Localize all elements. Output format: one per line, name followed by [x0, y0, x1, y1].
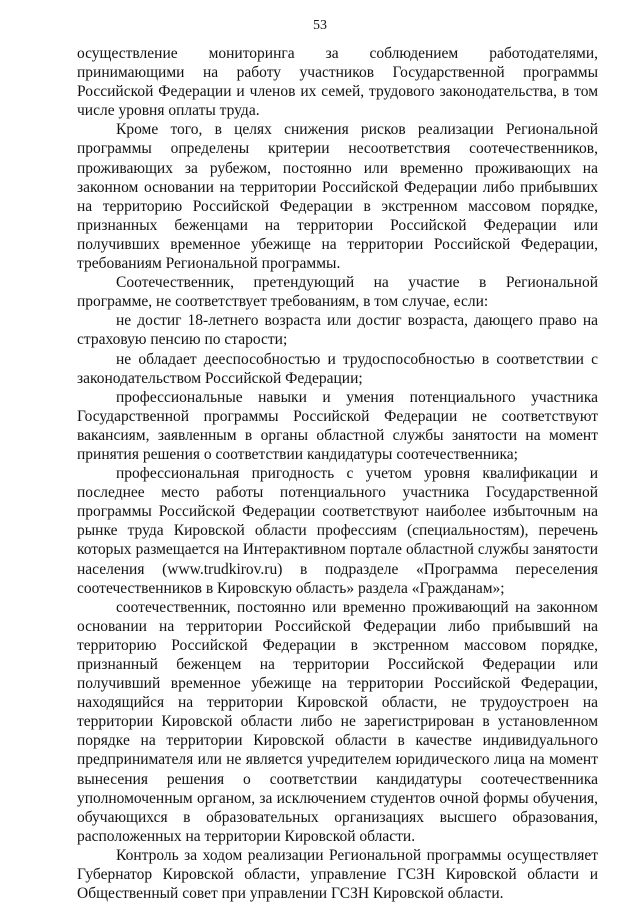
page-number: 53 — [313, 18, 327, 33]
paragraph-criterion-age: не достиг 18-летнего возраста или достиг возраста, дающего право на страховую пенсию по старости; — [77, 312, 598, 349]
paragraph-criterion-skills: профессиональные навыки и умения потенциального участника Государственной программы Российской Федерации не соответствуют вакансиям, заявленным в органы областной службы занятости на момент принятия решения о соответствии кандидатуры соотечественника; — [77, 388, 598, 463]
paragraph-criterion-residence: соотечественник, постоянно или временно проживающий на законном основании на территории Российской Федерации либо прибывший на территорию Российской Федерации в экстренном массовом порядке, признанный беженцем на территории Российской Федерации или получивший временное убежище на территории Российской Федерации, находящийся на территории Кировской области, не трудоустроен на территории Кировской области либо не зарегистрирован в установленном порядке на территории Кировской области в качестве индивидуального предпринимателя или не является учредителем юридического лица на момент вынесения решения о соответствии кандидатуры соотечественника уполномоченным органом, за исключением студентов очной формы обучения, обучающихся в образовательных организациях высшего образования, расположенных на территории Кировской области. — [77, 598, 598, 845]
paragraph-control: Контроль за ходом реализации Региональной программы осуществляет Губернатор Кировской области, управление ГСЗН Кировской области и Общественный совет при управлении ГСЗН Кировской области. — [77, 846, 598, 903]
document-body — [77, 44, 598, 903]
paragraph-noncompliance-intro: Соотечественник, претендующий на участие в Региональной программе, не соответствует требованиям, в том случае, если: — [77, 274, 598, 311]
paragraph-monitoring: осуществление мониторинга за соблюдением работодателями, принимающими на работу участников Государственной программы Российской Федерации и членов их семей, трудового законодательства, в том числе уровня оплаты труда. — [77, 45, 598, 120]
paragraph-criterion-professional-fitness: профессиональная пригодность с учетом уровня квалификации и последнее место работы потенциального участника Государственной программы Российской Федерации соответствуют наиболее избыточным на рынке труда Кировской области профессиям (специальностям), перечень которых размещается на Интерактивном портале областной службы занятости населения (www.trudkirov.ru) в подразделе «Программа переселения соотечественников в Кировскую область» раздела «Гражданам»; — [77, 465, 598, 597]
paragraph-risk-criteria: Кроме того, в целях снижения рисков реализации Региональной программы определены критерии несоответствия соотечественников, проживающих за рубежом, постоянно или временно проживающих на законном основании на территории Российской Федерации либо прибывших на территорию Российской Федерации в экстренном массовом порядке, признанных беженцами на территории Российской Федерации или получивших временное убежище на территории Российской Федерации, требованиям Региональной программы. — [77, 121, 598, 273]
paragraph-criterion-capacity: не обладает дееспособностью и трудоспособностью в соответствии с законодательством Российской Федерации; — [77, 350, 598, 387]
